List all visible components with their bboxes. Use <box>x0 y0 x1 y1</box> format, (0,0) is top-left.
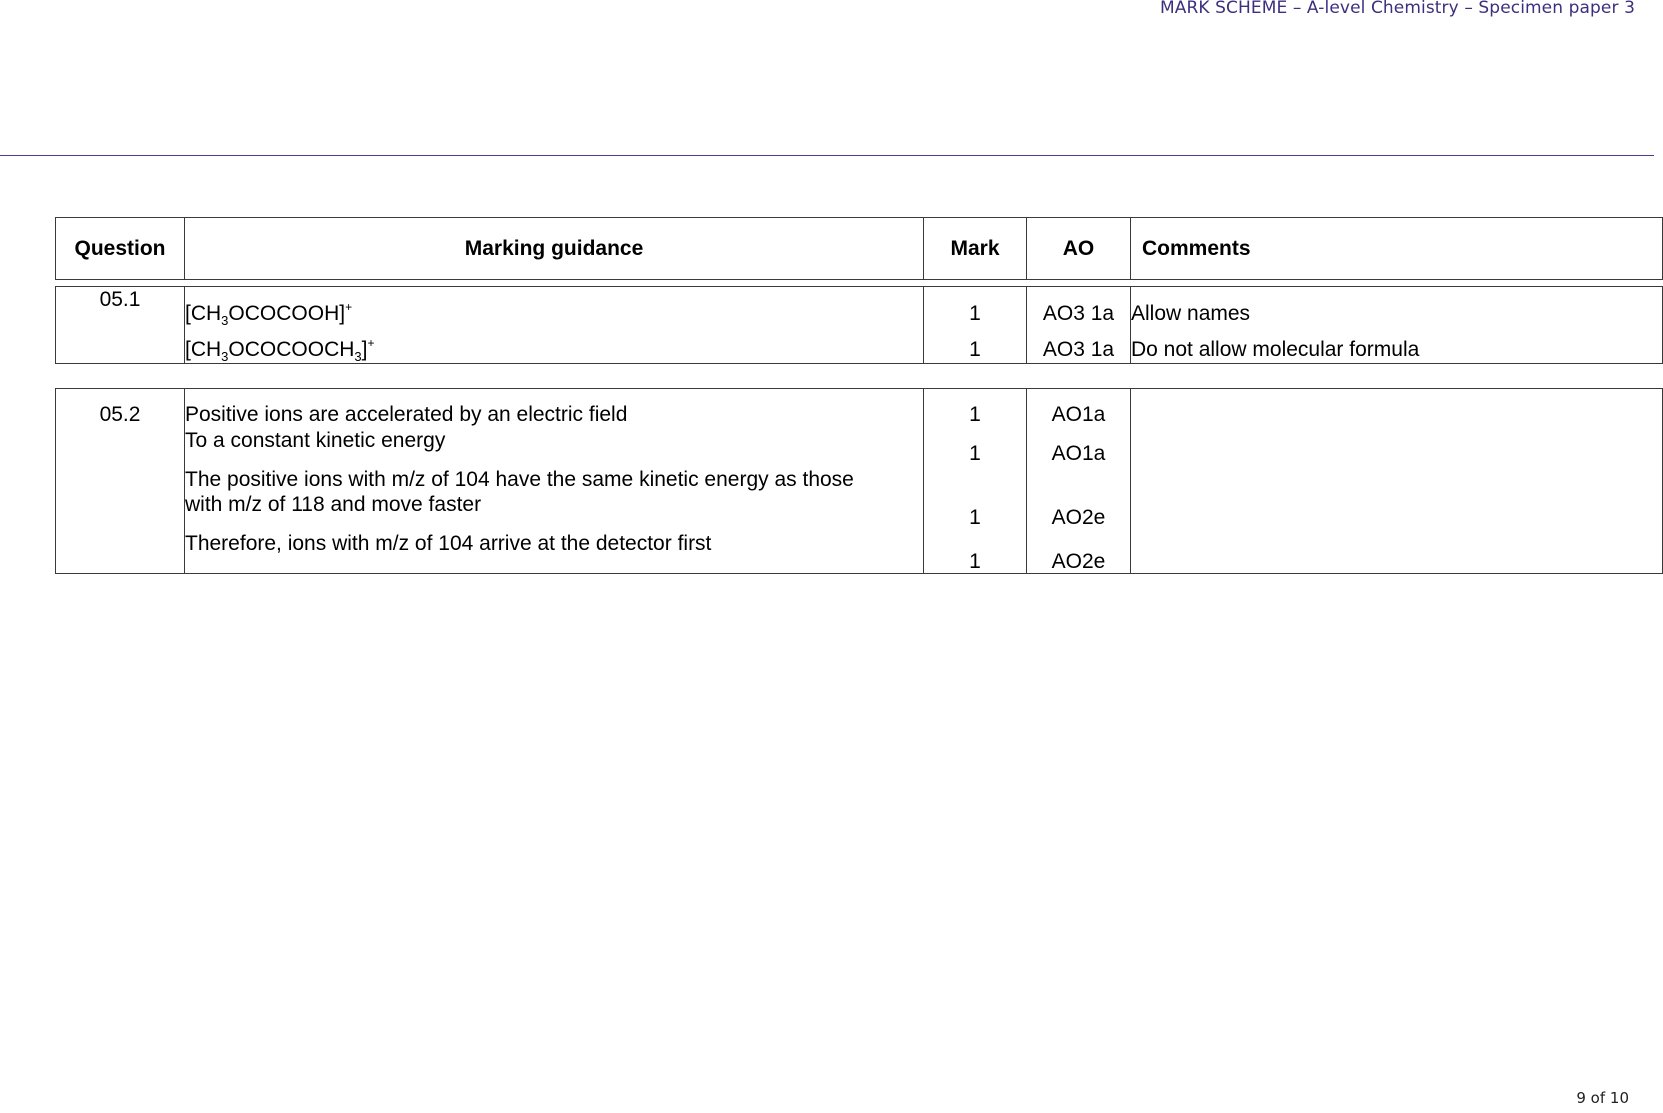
formula-2: $[CH_3OCOCOOCH_3]^+$ <box>185 336 375 364</box>
table-row <box>56 287 1663 364</box>
comment-text: Do not allow molecular formula <box>1131 338 1420 361</box>
ao-value: AO1a <box>1051 403 1106 426</box>
mark-value: 1 <box>969 442 981 465</box>
page-number: 9 of 10 <box>1576 1089 1629 1107</box>
ao-cell <box>1027 287 1131 364</box>
question-05-1-table <box>55 286 1663 364</box>
comments-cell <box>1131 389 1663 574</box>
mark-scheme-header-table <box>55 217 1663 280</box>
guidance-line: The positive ions with m/z of 104 have the same kinetic energy as those with m/z of 118 and move faster <box>185 468 854 517</box>
running-header: MARK SCHEME – A-level Chemistry – Specimen paper 3 <box>1159 0 1635 18</box>
col-header-ao: AO <box>1027 218 1131 280</box>
ao-value: AO3 1a <box>1042 338 1115 361</box>
ao-value: AO2e <box>1051 506 1106 529</box>
header-divider <box>0 155 1654 156</box>
mark-value: 1 <box>969 302 981 325</box>
comments-cell <box>1131 287 1663 364</box>
marking-guidance-cell <box>185 389 924 574</box>
guidance-line <box>185 287 923 328</box>
mark-value: 1 <box>969 403 981 426</box>
question-number: 05.1 <box>56 287 185 364</box>
col-header-mark: Mark <box>924 218 1027 280</box>
question-number: 05.2 <box>56 389 185 574</box>
guidance-line <box>185 325 923 363</box>
marking-guidance-cell <box>185 287 924 364</box>
mark-value: 1 <box>969 338 981 361</box>
ao-cell <box>1027 389 1131 574</box>
table-row <box>56 389 1663 574</box>
guidance-line: To a constant kinetic energy <box>185 429 446 452</box>
mark-value: 1 <box>969 506 981 529</box>
question-05-2-table <box>55 388 1663 574</box>
mark-cell <box>924 287 1027 364</box>
header-row <box>56 218 1663 280</box>
guidance-line: Positive ions are accelerated by an electric field <box>185 403 628 426</box>
formula-1: $[CH_3OCOCOOH]^+$ <box>185 300 353 328</box>
ao-value: AO2e <box>1051 550 1106 573</box>
ao-value: AO1a <box>1051 442 1106 465</box>
col-header-comments: Comments <box>1131 218 1663 280</box>
ao-value: AO3 1a <box>1042 302 1115 325</box>
mark-cell <box>924 389 1027 574</box>
mark-value: 1 <box>969 550 981 573</box>
comment-text: Allow names <box>1131 302 1251 325</box>
col-header-question: Question <box>56 218 185 280</box>
guidance-line: Therefore, ions with m/z of 104 arrive at the detector first <box>185 532 712 555</box>
col-header-guidance: Marking guidance <box>185 218 924 280</box>
